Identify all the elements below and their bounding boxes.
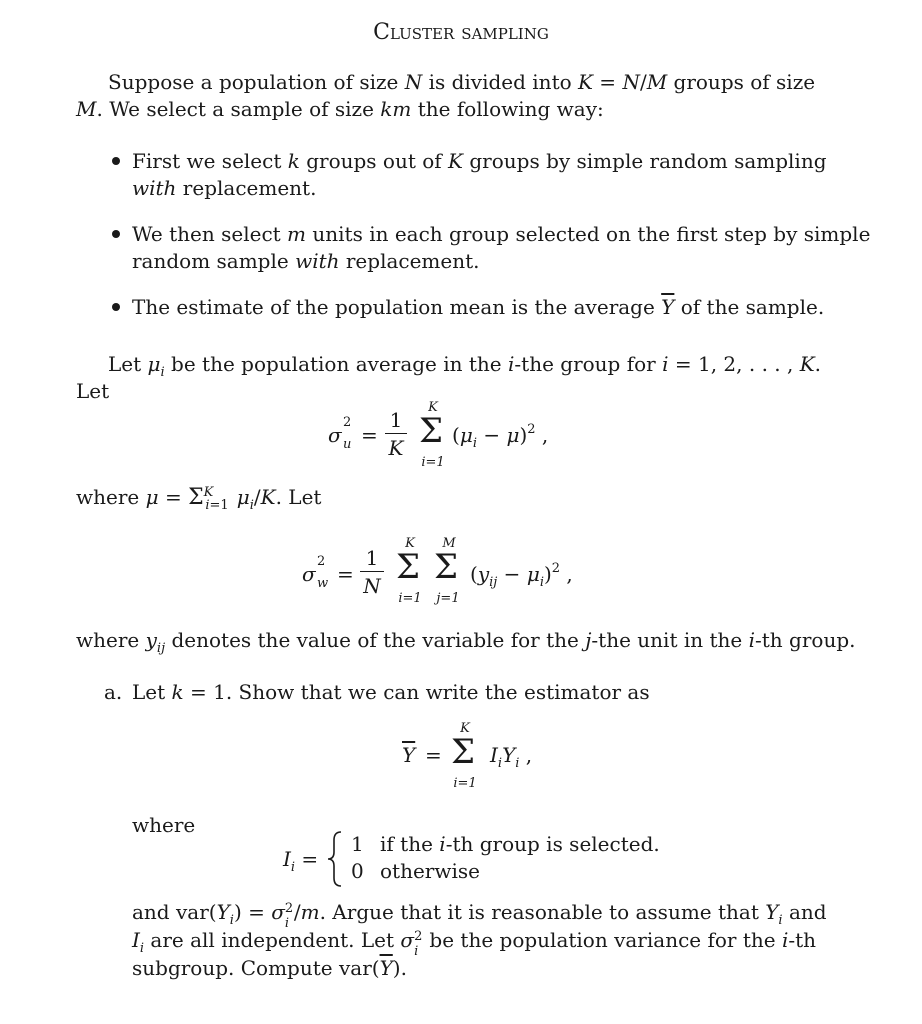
indicator-case-2-value: 0 bbox=[351, 859, 364, 883]
bullet-marker-2 bbox=[112, 230, 120, 238]
let-mu-line-2: Let bbox=[76, 379, 110, 403]
bullet-2-line-1: We then select m units in each group selected on the first step by simple bbox=[132, 222, 871, 246]
intro-line-1: Suppose a population of size N is divided into K = N/M groups of size bbox=[108, 70, 816, 94]
indicator-case-2-text: otherwise bbox=[380, 859, 480, 883]
bullet-2-line-2: random sample with replacement. bbox=[132, 249, 480, 273]
part-a-text: Let k = 1. Show that we can write the estimator as bbox=[132, 680, 650, 704]
where-y-line: where $y_{ij}$ denotes the value of the variable for the j-the unit in the i-th group. bbox=[76, 628, 856, 656]
where-mu-line: where $\mu = \Sigma^K_{i=1}$ $\mu_i/K$. Let bbox=[76, 485, 322, 513]
bullet-marker-3 bbox=[112, 303, 120, 311]
bullet-marker-1 bbox=[112, 157, 120, 165]
let-mu-line-1: Let $\mu_i$ be the population average in the i-the group for i = 1, 2, . . . , K. bbox=[108, 352, 822, 380]
part-a-label: a. bbox=[104, 680, 123, 704]
bullet-3-line-1: The estimate of the population mean is the average $\overline{Y}$ of the sample. bbox=[132, 295, 825, 319]
part-a-where: where bbox=[132, 813, 196, 837]
bullet-1-line-1: First we select k groups out of K groups by simple random sampling bbox=[132, 149, 827, 173]
left-brace bbox=[326, 830, 344, 888]
intro-line-2: M. We select a sample of size km the following way: bbox=[76, 97, 604, 121]
bullet-1-line-2: with replacement. bbox=[132, 176, 317, 200]
indicator-case-1-value: 1 bbox=[351, 832, 364, 856]
closing-line-3: subgroup. Compute $var(\overline{Y})$. bbox=[132, 956, 407, 980]
closing-line-1: and $var(Y_i) = \sigma$ 2 i /m. Argue that it is reasonable to assume that $Y_i$ and bbox=[132, 900, 827, 931]
indicator-case-1-text: if the i-th group is selected. bbox=[380, 832, 660, 856]
page-title: Cluster sampling bbox=[373, 20, 549, 45]
closing-line-2: $I_i$ are all independent. Let σ 2 i be the population variance for the i-th bbox=[132, 928, 817, 959]
